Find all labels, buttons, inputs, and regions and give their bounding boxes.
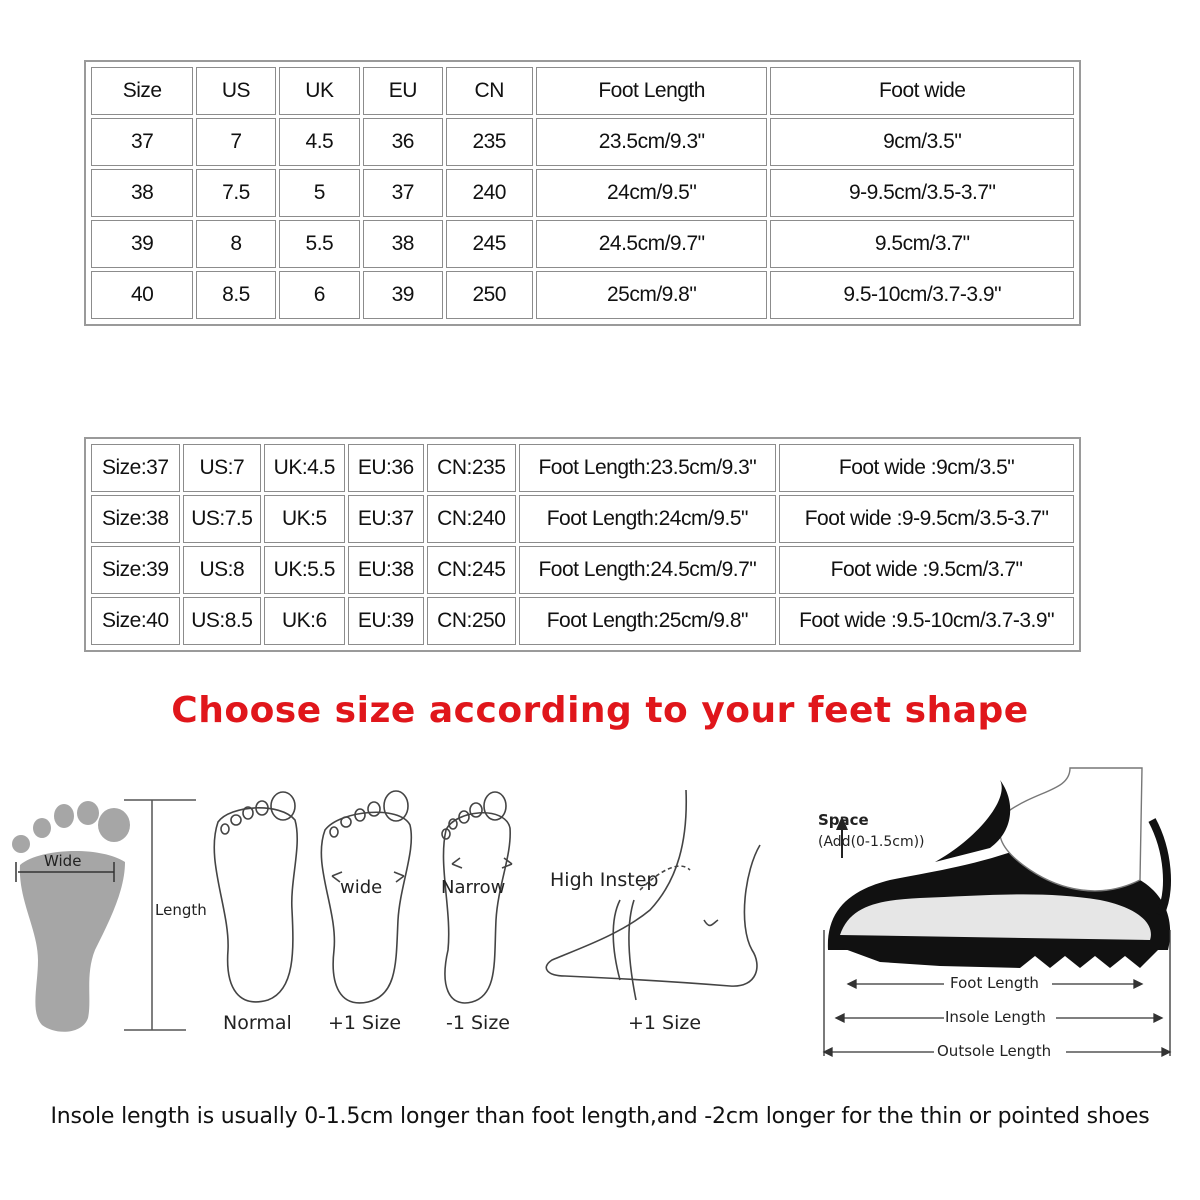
table-cell: 9cm/3.5" — [770, 118, 1074, 166]
table-cell: 8 — [196, 220, 275, 268]
table-cell: UK:6 — [264, 597, 345, 645]
header-cell: Foot Length — [536, 67, 768, 115]
table-cell: 39 — [363, 271, 442, 319]
header-cell: Foot wide — [770, 67, 1074, 115]
table-cell: Size:40 — [91, 597, 180, 645]
size-table — [84, 60, 1081, 326]
table-cell: 6 — [279, 271, 360, 319]
table-cell: 5 — [279, 169, 360, 217]
narrow-caption: -1 Size — [446, 1012, 510, 1034]
table-cell: 240 — [446, 169, 533, 217]
table-cell: 37 — [91, 118, 193, 166]
table-cell: Foot Length:24.5cm/9.7" — [519, 546, 777, 594]
table-cell: 7.5 — [196, 169, 275, 217]
table-row — [91, 118, 1074, 166]
high-instep-caption: +1 Size — [628, 1012, 702, 1034]
table-cell: 7 — [196, 118, 275, 166]
table-cell: 38 — [363, 220, 442, 268]
shoe-cross-section-icon — [828, 768, 1170, 968]
table-cell: 36 — [363, 118, 442, 166]
table-cell: 9.5cm/3.7" — [770, 220, 1074, 268]
narrow-mark: Narrow — [441, 877, 506, 898]
table-cell: Size:37 — [91, 444, 180, 492]
space-note: (Add(0-1.5cm)) — [818, 834, 925, 850]
table-cell: 250 — [446, 271, 533, 319]
table-cell: 9-9.5cm/3.5-3.7" — [770, 169, 1074, 217]
header-cell: US — [196, 67, 275, 115]
outsole-length-label: Outsole Length — [937, 1042, 1052, 1060]
table-cell: 37 — [363, 169, 442, 217]
table-cell: US:7 — [183, 444, 261, 492]
table-header-row — [91, 67, 1074, 115]
wide-mark: wide — [340, 877, 383, 898]
size-table-labeled — [84, 437, 1081, 652]
normal-caption: Normal — [223, 1012, 292, 1034]
header-cell: EU — [363, 67, 442, 115]
table-cell: US:8 — [183, 546, 261, 594]
page-heading: Choose size according to your feet shape — [171, 690, 1029, 731]
table-cell: CN:240 — [427, 495, 516, 543]
size-table-grid — [88, 64, 1077, 322]
table-cell: 245 — [446, 220, 533, 268]
table-cell: 24cm/9.5" — [536, 169, 768, 217]
table-cell: Foot wide :9-9.5cm/3.5-3.7" — [779, 495, 1074, 543]
wide-caption: +1 Size — [328, 1012, 402, 1034]
table-cell: UK:5 — [264, 495, 345, 543]
table-cell: 23.5cm/9.3" — [536, 118, 768, 166]
measured-foot-icon — [12, 801, 130, 1032]
table-cell: 39 — [91, 220, 193, 268]
table-cell: 235 — [446, 118, 533, 166]
table-cell: CN:235 — [427, 444, 516, 492]
table-cell: Foot wide :9cm/3.5" — [779, 444, 1074, 492]
foot-length-label: Foot Length — [950, 974, 1039, 992]
table-cell: CN:245 — [427, 546, 516, 594]
table-cell: Foot Length:24cm/9.5" — [519, 495, 777, 543]
table-row — [91, 597, 1074, 645]
header-cell: CN — [446, 67, 533, 115]
foot-shape-illustrations — [0, 750, 1200, 1070]
table-row — [91, 546, 1074, 594]
table-cell: EU:38 — [348, 546, 424, 594]
wide-label: Wide — [44, 852, 82, 870]
table-row — [91, 220, 1074, 268]
table-cell: Foot wide :9.5cm/3.7" — [779, 546, 1074, 594]
table-cell: 5.5 — [279, 220, 360, 268]
table-cell: 9.5-10cm/3.7-3.9" — [770, 271, 1074, 319]
table-cell: Foot Length:25cm/9.8" — [519, 597, 777, 645]
header-cell: UK — [279, 67, 360, 115]
high-instep-foot-icon — [546, 790, 760, 1000]
table-cell: 24.5cm/9.7" — [536, 220, 768, 268]
table-cell: Foot Length:23.5cm/9.3" — [519, 444, 777, 492]
table-cell: Foot wide :9.5-10cm/3.7-3.9" — [779, 597, 1074, 645]
table-cell: 40 — [91, 271, 193, 319]
table-cell: Size:38 — [91, 495, 180, 543]
table-cell: EU:37 — [348, 495, 424, 543]
table-cell: US:7.5 — [183, 495, 261, 543]
high-instep-mark: High Instep — [550, 869, 659, 891]
insole-length-label: Insole Length — [945, 1008, 1046, 1026]
table-cell: 25cm/9.8" — [536, 271, 768, 319]
table-cell: EU:39 — [348, 597, 424, 645]
table-cell: UK:4.5 — [264, 444, 345, 492]
length-label: Length — [155, 901, 207, 919]
table-cell: CN:250 — [427, 597, 516, 645]
table-cell: US:8.5 — [183, 597, 261, 645]
table-row — [91, 495, 1074, 543]
table-cell: Size:39 — [91, 546, 180, 594]
table-row — [91, 271, 1074, 319]
insole-note: Insole length is usually 0-1.5cm longer than foot length,and -2cm longer for the thin or pointed shoes — [50, 1104, 1150, 1129]
table-row — [91, 169, 1074, 217]
header-cell: Size — [91, 67, 193, 115]
table-cell: 8.5 — [196, 271, 275, 319]
table-cell: 38 — [91, 169, 193, 217]
space-title: Space — [818, 811, 869, 829]
table-cell: UK:5.5 — [264, 546, 345, 594]
table-cell: 4.5 — [279, 118, 360, 166]
size-table-labeled-grid — [88, 441, 1077, 648]
table-row — [91, 444, 1074, 492]
normal-foot-outline-icon — [214, 792, 297, 1002]
table-cell: EU:36 — [348, 444, 424, 492]
